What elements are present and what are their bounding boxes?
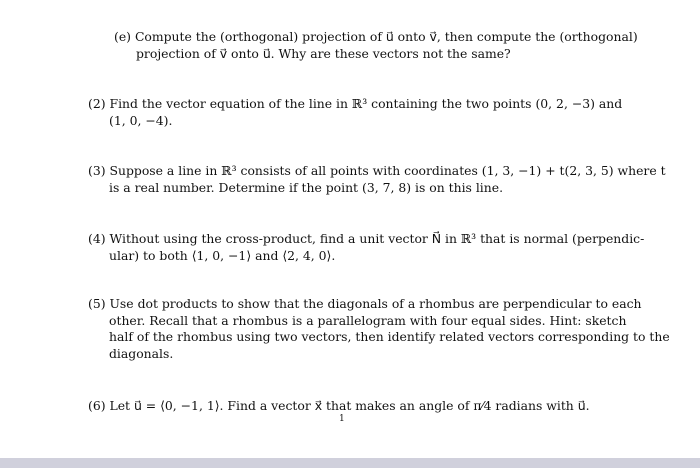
problem-4-line-1: (4) Without using the cross-product, find a unit vector N⃗ in ℝ³ that is normal (perpendic- <box>88 231 645 246</box>
problem-5-line-4: diagonals. <box>109 345 174 361</box>
problem-e-line-2: projection of v⃗ onto u⃗. Why are these vectors not the same? <box>136 45 511 61</box>
problem-5-line-1: (5) Use dot products to show that the diagonals of a rhombus are perpendicular to each <box>88 296 642 311</box>
problem-6-line-1: (6) Let u⃗ = ⟨0, −1, 1⟩. Find a vector x⃗ that makes an angle of π⁄4 radians with u⃗. <box>88 398 590 413</box>
problem-3-line-2: is a real number. Determine if the point (3, 7, 8) is on this line. <box>109 179 504 195</box>
problem-5 <box>88 296 670 362</box>
problem-2-line-2: (1, 0, −4). <box>109 112 173 128</box>
problem-5-line-3: half of the rhombus using two vectors, then identify related vectors corresponding to the <box>109 329 670 344</box>
problem-3 <box>88 163 666 196</box>
problem-6 <box>88 398 628 415</box>
page-number: 1 <box>339 414 345 424</box>
problem-5-line-2: other. Recall that a rhombus is a parallelogram with four equal sides. Hint: sketch <box>109 312 627 328</box>
problem-e <box>114 29 638 62</box>
bottom-divider-bar <box>0 458 700 468</box>
problem-2-line-1: (2) Find the vector equation of the line in ℝ³ containing the two points (0, 2, −3) and <box>88 96 623 111</box>
problem-4-line-2: ular) to both ⟨1, 0, −1⟩ and ⟨2, 4, 0⟩. <box>109 247 336 263</box>
problem-3-line-1: (3) Suppose a line in ℝ³ consists of all points with coordinates (1, 3, −1) + t(2, 3, 5) where t <box>88 163 666 178</box>
problem-4 <box>88 231 645 264</box>
problem-e-line-1: (e) Compute the (orthogonal) projection of u⃗ onto v⃗, then compute the (orthogonal) <box>114 29 638 44</box>
problem-2 <box>88 96 628 129</box>
